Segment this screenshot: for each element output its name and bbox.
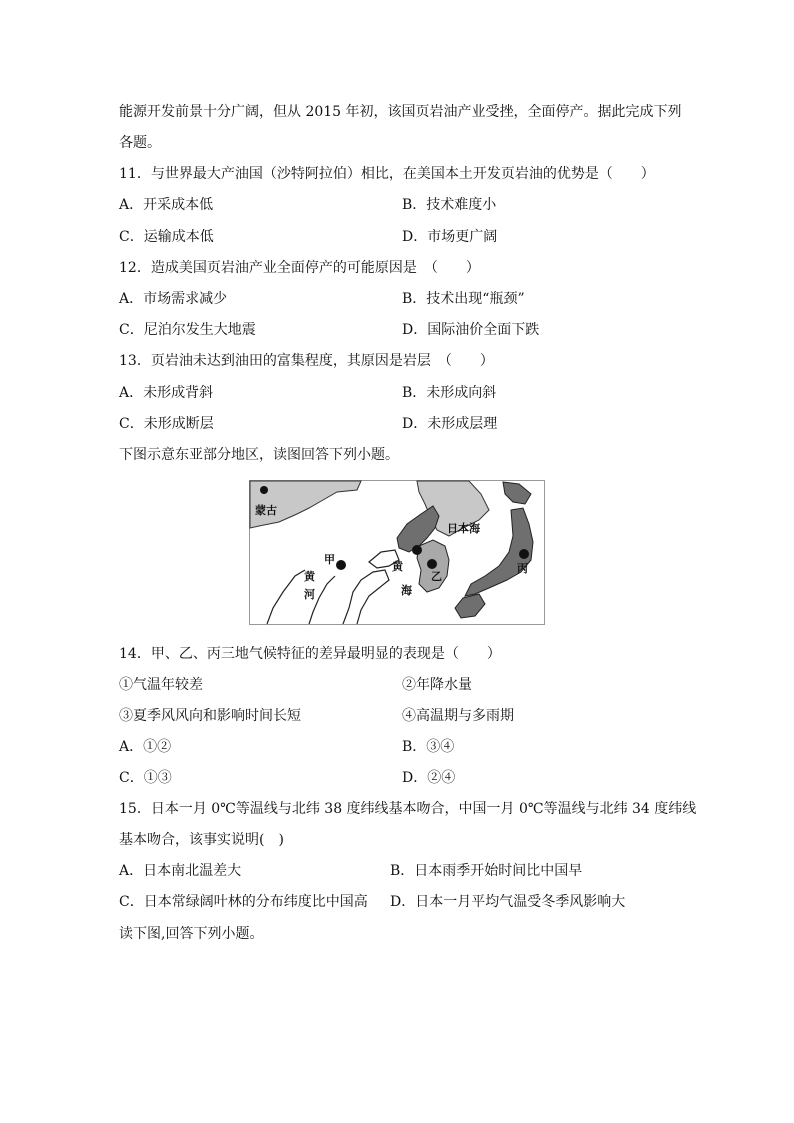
label-mongolia: 蒙古 [255, 504, 277, 517]
q11-option-c: C．运输成本低 [119, 229, 214, 245]
q13-stem: 13．页岩油未达到油田的富集程度，其原因是岩层 （ ） [119, 353, 494, 369]
q12-option-b: B．技术出现“瓶颈” [402, 291, 525, 307]
q15-stem-line-1: 15．日本一月 0℃等温线与北纬 38 度纬线基本吻合，中国一月 0℃等温线与北纬 34 度纬线 [119, 801, 697, 817]
q13-option-c: C．未形成断层 [119, 416, 214, 432]
yi-dot [427, 559, 437, 569]
label-yellow-river-2: 河 [304, 588, 315, 601]
q14-option-a: A．①② [119, 739, 172, 755]
q11-stem: 11．与世界最大产油国（沙特阿拉伯）相比，在美国本土开发页岩油的优势是（ ） [119, 166, 655, 182]
q14-option-d: D．②④ [402, 770, 456, 786]
q14-statement-4: ④高温期与多雨期 [402, 708, 514, 724]
q14-statement-2: ②年降水量 [402, 677, 472, 693]
mongolia-city-dot [260, 486, 268, 494]
label-bing: 丙 [517, 562, 528, 575]
east-asia-map [249, 480, 545, 625]
q11-option-b: B．技术难度小 [402, 197, 497, 213]
outro-line: 读下图,回答下列小题。 [119, 926, 264, 942]
label-yellow-river-1: 黄 [304, 570, 315, 583]
q15-option-b: B．日本雨季开始时间比中国早 [390, 863, 583, 879]
q15-stem-line-2: 基本吻合，该事实说明( ) [119, 832, 284, 848]
map-intro: 下图示意东亚部分地区，读图回答下列小题。 [119, 447, 399, 463]
q12-option-d: D．国际油价全面下跌 [402, 322, 540, 338]
jia-dot [336, 560, 346, 570]
q12-stem: 12．造成美国页岩油产业全面停产的可能原因是 （ ） [119, 260, 480, 276]
q13-option-a: A．未形成背斜 [119, 385, 214, 401]
q12-option-a: A．市场需求减少 [119, 291, 228, 307]
label-sea-of-japan: 日本海 [447, 522, 480, 535]
q14-stem: 14．甲、乙、丙三地气候特征的差异最明显的表现是（ ） [119, 646, 501, 662]
label-yellow-sea-1: 黄 [392, 560, 403, 573]
label-jia: 甲 [324, 553, 335, 566]
q13-option-d: D．未形成层理 [402, 416, 498, 432]
intro-line-2: 各题。 [119, 135, 161, 151]
bing-dot [519, 549, 529, 559]
intro-line-1: 能源开发前景十分广阔，但从 2015 年初，该国页岩油产业受挫，全面停产。据此完成下列 [119, 104, 682, 120]
east-asia-map-svg [249, 480, 545, 625]
q12-option-c: C．尼泊尔发生大地震 [119, 322, 256, 338]
q14-option-b: B．③④ [402, 739, 455, 755]
q11-option-a: A．开采成本低 [119, 197, 214, 213]
label-yi: 乙 [431, 570, 442, 583]
q15-option-d: D．日本一月平均气温受冬季风影响大 [390, 894, 626, 910]
label-yellow-sea-2: 海 [401, 584, 412, 597]
q11-option-d: D．市场更广阔 [402, 229, 498, 245]
q14-option-c: C．①③ [119, 770, 172, 786]
q15-option-a: A．日本南北温差大 [119, 863, 242, 879]
q13-option-b: B．未形成向斜 [402, 385, 497, 401]
seoul-dot [412, 545, 422, 555]
q14-statement-3: ③夏季风风向和影响时间长短 [119, 708, 301, 724]
q15-option-c: C．日本常绿阔叶林的分布纬度比中国高 [119, 894, 368, 910]
q14-statement-1: ①气温年较差 [119, 677, 203, 693]
